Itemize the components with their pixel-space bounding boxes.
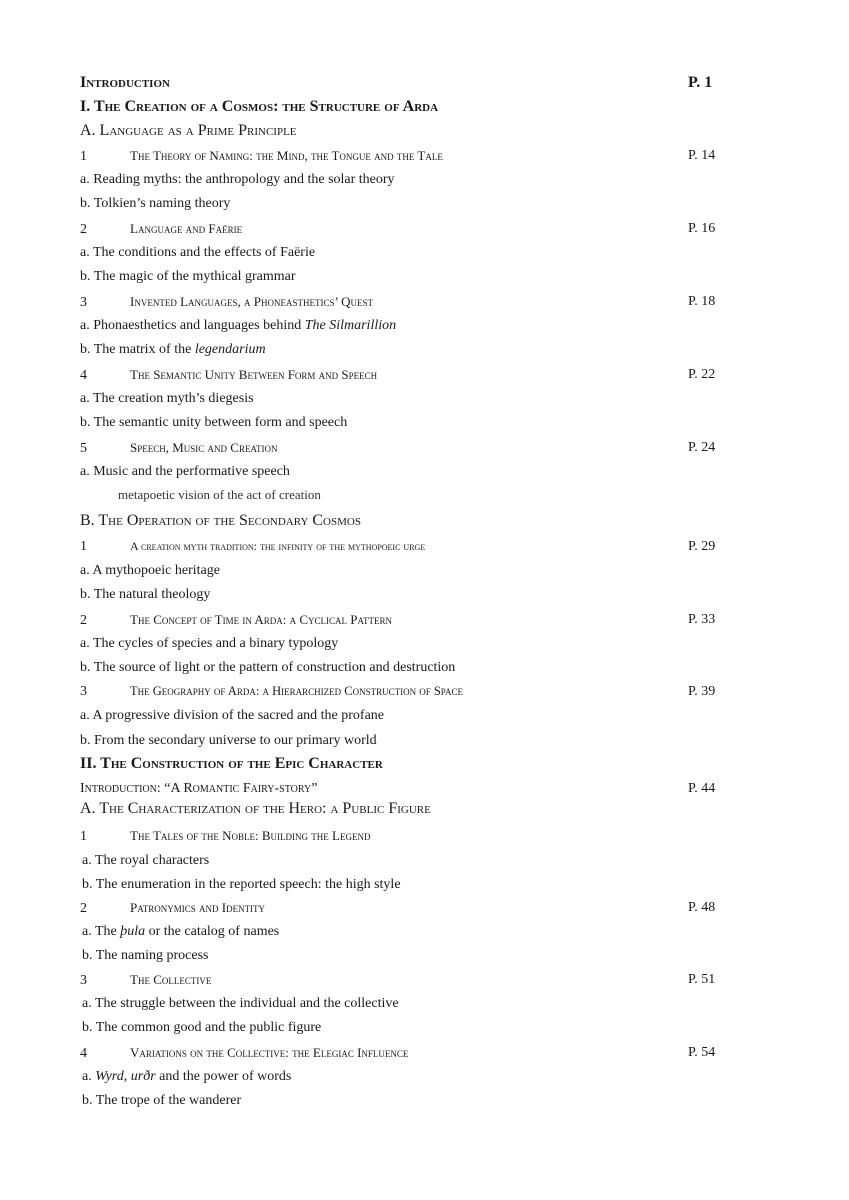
chapter-title: A creation myth tradition: the infinity of the mythopoeic urge — [130, 539, 426, 553]
chapter-number: 1 — [80, 149, 87, 164]
subsection-title: a. The cycles of species and a binary typology — [80, 636, 339, 651]
subsection-title: a. The creation myth’s diegesis — [80, 391, 254, 406]
subsection-title: a. Reading myths: the anthropology and the solar theory — [80, 172, 395, 187]
part-1-section-a-row — [80, 122, 730, 140]
chapter-number: 1 — [80, 539, 87, 554]
subsection-title: a. The royal characters — [82, 853, 210, 868]
chapter-number: 2 — [80, 222, 87, 237]
subsection-title: a. Music and the performative speech — [80, 464, 290, 479]
subsection-row — [80, 269, 730, 285]
subsection-title: b. Tolkien’s naming theory — [80, 196, 231, 211]
chapter-title: Speech, Music and Creation — [130, 440, 278, 455]
chapter-number: 3 — [80, 973, 87, 988]
subsection-row — [80, 853, 730, 869]
subsection-row — [80, 391, 730, 407]
subsection-title: b. The trope of the wanderer — [82, 1093, 242, 1108]
subsection-title: a. The struggle between the individual and the collective — [82, 996, 399, 1011]
subsection-note: metapoetic vision of the act of creation — [118, 487, 321, 502]
subsection-italic: þula — [120, 924, 146, 939]
chapter-title: The Geography of Arda: a Hierarchized Construction of Space — [130, 684, 463, 698]
subsection-title: a. The conditions and the effects of Faërie — [80, 245, 316, 260]
chapter-title: The Tales of the Noble: Building the Legend — [130, 828, 371, 843]
subsection-title: b. The enumeration in the reported speech: the high style — [82, 877, 401, 892]
part-2-intro-row — [80, 781, 730, 797]
subsection-row — [80, 587, 730, 603]
subsection-text: a. The — [82, 924, 121, 939]
subsection-title — [80, 1069, 291, 1085]
subsection-row — [80, 660, 730, 676]
toc-introduction — [80, 74, 730, 92]
chapter-title: The Semantic Unity Between Form and Speech — [130, 367, 378, 382]
subsection-row — [80, 464, 730, 480]
subsection-row — [80, 636, 730, 652]
chapter-title: Invented Languages, a Phoneasthetics’ Quest — [130, 294, 373, 309]
subsection-title — [80, 924, 279, 940]
chapter-page: P. 22 — [688, 367, 716, 382]
chapter-number: 1 — [80, 829, 87, 844]
chapter-number: 3 — [80, 684, 87, 699]
chapter-row — [80, 221, 730, 238]
chapter-page: P. 39 — [688, 684, 716, 699]
chapter-page: P. 51 — [688, 972, 716, 987]
subsection-title: a. A progressive division of the sacred and the profane — [80, 708, 385, 723]
part-1-title: I. The Creation of a Cosmos: the Structure of Arda — [80, 98, 439, 115]
part-2-title: II. The Construction of the Epic Character — [80, 755, 383, 772]
subsection-text: a. Phonaesthetics and languages behind — [80, 318, 305, 333]
part-2-section-a-title: A. The Characterization of the Hero: a Public Figure — [80, 800, 431, 817]
subsection-row — [80, 996, 730, 1012]
chapter-number: 4 — [80, 1046, 87, 1061]
chapter-title: The Concept of Time in Arda: a Cyclical Pattern — [130, 612, 392, 627]
subsection-row — [80, 924, 730, 940]
subsection-row — [80, 877, 730, 893]
chapter-number: 2 — [80, 901, 87, 916]
subsection-text: b. The matrix of the — [80, 342, 195, 357]
subsection-title: b. The semantic unity between form and speech — [80, 415, 348, 430]
subsection-row — [80, 245, 730, 261]
chapter-row — [80, 148, 730, 165]
subsection-italic: The Silmarillion — [304, 318, 397, 333]
chapter-number: 4 — [80, 368, 87, 383]
chapter-title: Language and Faërie — [130, 221, 243, 236]
subsection-row — [80, 563, 730, 579]
chapter-row — [80, 440, 730, 457]
subsection-title: b. The naming process — [82, 948, 209, 963]
part-2-intro-page: P. 44 — [688, 781, 716, 796]
part-2-section-a-row — [80, 800, 730, 818]
subsection-text: a. — [82, 1069, 96, 1084]
chapter-row — [80, 612, 730, 629]
subsection-title — [80, 318, 396, 334]
subsection-row — [80, 1093, 730, 1109]
subsection-title: a. A mythopoeic heritage — [80, 563, 220, 578]
chapter-number: 2 — [80, 613, 87, 628]
subsection-row — [80, 342, 730, 358]
subsection-title: b. From the secondary universe to our primary world — [80, 733, 377, 748]
chapter-number: 5 — [80, 441, 87, 456]
part-2-title-row — [80, 755, 730, 773]
chapter-row — [80, 684, 730, 700]
subsection-row — [80, 733, 730, 749]
chapter-page: P. 16 — [688, 221, 716, 236]
chapter-row — [80, 900, 730, 917]
chapter-row — [80, 1045, 730, 1062]
subsection-title: b. The natural theology — [80, 587, 211, 602]
chapter-row — [80, 828, 730, 845]
subsection-title: b. The source of light or the pattern of construction and destruction — [80, 660, 456, 675]
part-1-section-b-row — [80, 512, 730, 530]
chapter-page: P. 54 — [688, 1045, 716, 1060]
subsection-italic: Wyrd — [95, 1069, 124, 1084]
subsection-row — [80, 948, 730, 964]
part-1-section-a-title: A. Language as a Prime Principle — [80, 122, 297, 139]
chapter-page: P. 48 — [688, 900, 716, 915]
subsection-row — [80, 1069, 730, 1085]
subsection-row — [80, 196, 730, 212]
subsection-row — [80, 708, 730, 724]
subsection-title: b. The magic of the mythical grammar — [80, 269, 296, 284]
chapter-page: P. 14 — [688, 148, 716, 163]
chapter-title: Variations on the Collective: the Elegiac Influence — [130, 1045, 409, 1060]
subsection-note-row — [118, 487, 768, 503]
subsection-row — [80, 172, 730, 188]
part-1-section-b-title: B. The Operation of the Secondary Cosmos — [80, 512, 361, 529]
subsection-title — [80, 342, 266, 358]
chapter-row — [80, 539, 730, 555]
chapter-page: P. 18 — [688, 294, 716, 309]
chapter-title: The Theory of Naming: the Mind, the Tongue and the Tale — [130, 148, 443, 163]
chapter-page: P. 24 — [688, 440, 716, 455]
subsection-text: and the power of words — [155, 1069, 292, 1084]
subsection-text: , — [123, 1069, 131, 1084]
chapter-row — [80, 972, 730, 989]
subsection-title: b. The common good and the public figure — [82, 1020, 322, 1035]
toc-introduction-label: Introduction — [80, 74, 170, 91]
chapter-title: Patronymics and Identity — [130, 900, 266, 915]
toc-introduction-page: P. 1 — [688, 74, 713, 91]
part-2-intro-label: Introduction: “A Romantic Fairy-story” — [80, 781, 318, 796]
subsection-row — [80, 1020, 730, 1036]
subsection-italic: urðr — [130, 1069, 156, 1084]
chapter-number: 3 — [80, 295, 87, 310]
subsection-row — [80, 318, 730, 334]
chapter-page: P. 33 — [688, 612, 716, 627]
chapter-row — [80, 294, 730, 311]
chapter-page: P. 29 — [688, 539, 716, 554]
chapter-row — [80, 367, 730, 384]
subsection-row — [80, 415, 730, 431]
subsection-text: or the catalog of names — [145, 924, 280, 939]
part-1-title-row — [80, 98, 730, 116]
chapter-title: The Collective — [130, 972, 212, 987]
subsection-italic: legendarium — [194, 342, 266, 357]
